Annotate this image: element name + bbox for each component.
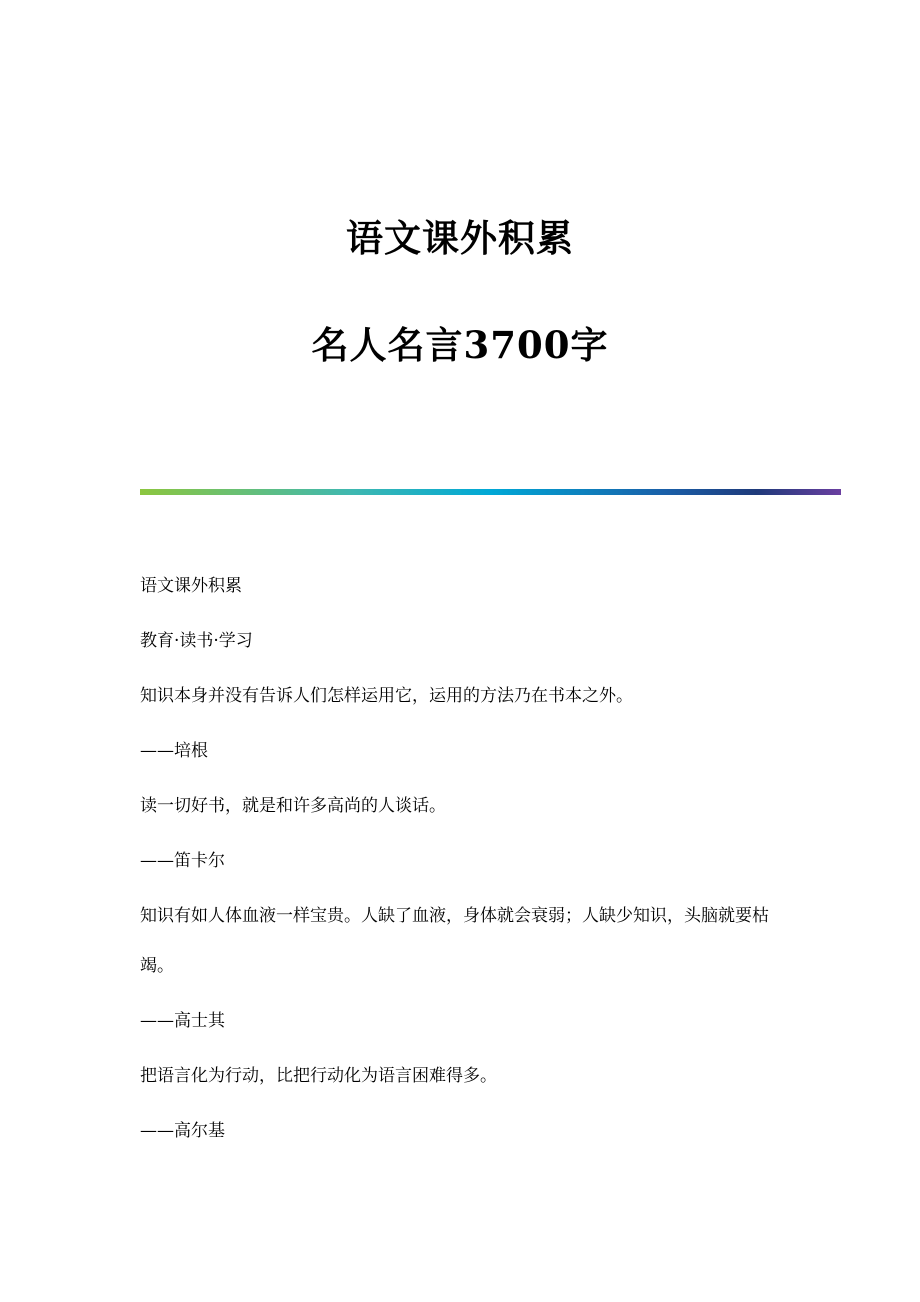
quote-author: ——高尔基: [140, 1121, 225, 1141]
gradient-divider: [140, 489, 841, 495]
document-title: 语文课外积累: [346, 216, 574, 260]
quote-text: 读一切好书，就是和许多高尚的人谈话。: [140, 796, 446, 816]
document-subtitle: 名人名言3700字: [311, 323, 609, 367]
section-subheading: 教育·读书·学习: [140, 631, 253, 651]
quote-text: 知识有如人体血液一样宝贵。人缺了血液，身体就会衰弱；人缺少知识，头脑就要枯竭。: [140, 906, 769, 976]
quote-text: 把语言化为行动，比把行动化为语言困难得多。: [140, 1066, 497, 1086]
quote-author: ——笛卡尔: [140, 851, 225, 871]
section-heading: 语文课外积累: [140, 576, 242, 596]
quote-author: ——培根: [140, 741, 208, 761]
document-body: [140, 572, 800, 1172]
quote-text: 知识本身并没有告诉人们怎样运用它，运用的方法乃在书本之外。: [140, 686, 633, 706]
quote-author: ——高士其: [140, 1011, 225, 1031]
